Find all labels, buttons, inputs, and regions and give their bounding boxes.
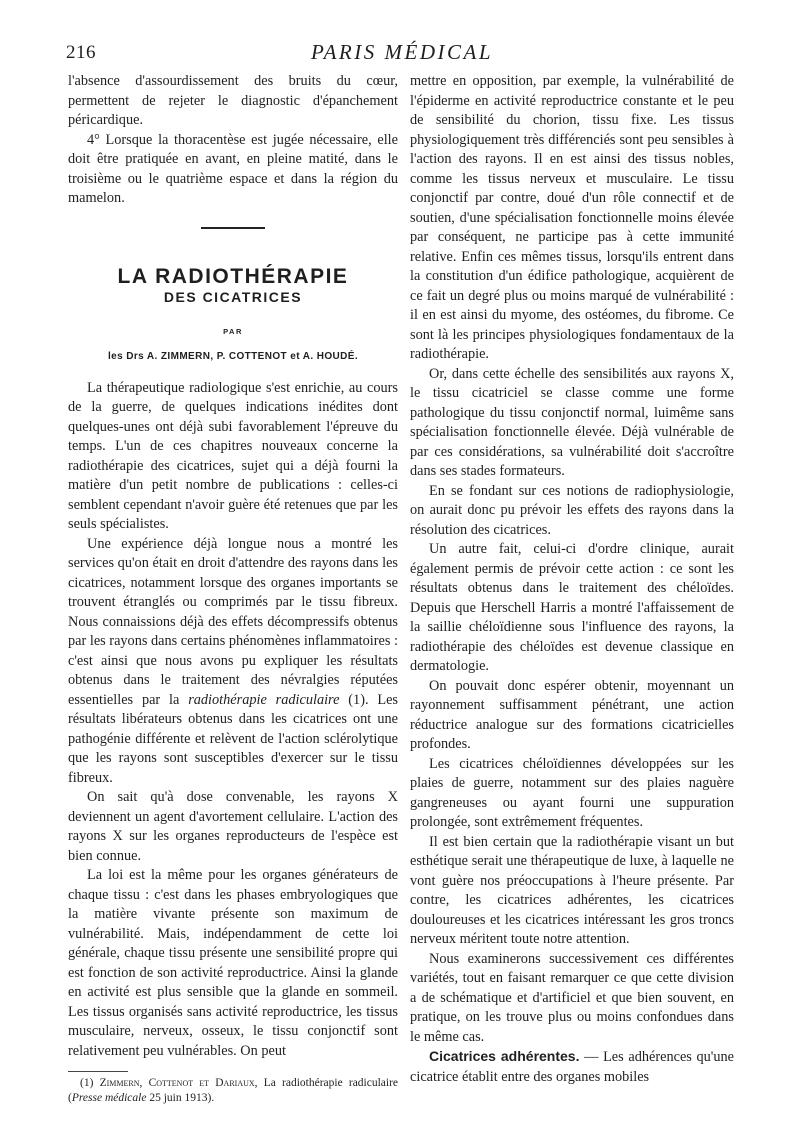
running-title: PARIS MÉDICAL xyxy=(310,40,493,64)
section-heading-adherentes: Cicatrices adhérentes. xyxy=(429,1048,580,1064)
footnote-date: 25 juin 1913). xyxy=(146,1091,215,1104)
paragraph-plaies-de-guerre: Les cicatrices chéloïdiennes développées sur les plaies de guerre, notamment sur des plaies naguère gangreneuses ou ayant fourni une suppuration prolongée, sont extrêmement fréquentes. xyxy=(410,755,734,830)
footnote-title: La radiothérapie radiculaire ( xyxy=(68,1077,399,1104)
footnote-marker: (1) xyxy=(80,1077,94,1089)
paragraph-loi: La loi est la même pour les organes générateurs de chaque tissu : c'est dans les phases embryologiques que la matière vivante présente son maximum de vulnérabilité. Mais, indépendamment de cette loi générale, chaque tissu présente une sensibilité propre qui est fonction de son activité reproductrice. Ainsi la glande en activité est plus sensible que la glande en sommeil. Les tissus organisés sans activité reproductrice, les tissus musculaire, nerveux, osseux, le tissu conjonctif sont relativement peu vulnérables. On peut xyxy=(68,867,398,1059)
previous-article-ending: l'absence d'assourdissement des bruits du cœur, permettent de rejeter le diagnostic d'épanchement péricardique. xyxy=(68,73,398,128)
article-subtitle: DES CICATRICES xyxy=(163,289,303,305)
byline-authors: les Drs A. ZIMMERN, P. COTTENOT et A. HOUDÉ. xyxy=(107,351,359,362)
paragraph-experience-tail: (1). Les résultats libérateurs obtenus dans les cicatrices ont une pathogénie différente et relèvent de l'action sclérolytique que les rayons sont susceptibles d'exercer sur le tissu fibreux. xyxy=(68,691,398,786)
paragraph-esperer: On pouvait donc espérer obtenir, moyennant un rayonnement suffisamment pénétrant, une action réductrice analogue sur des formations cicatricielles profondes. xyxy=(410,677,734,752)
previous-article-point-4: 4° Lorsque la thoracentèse est jugée nécessaire, elle doit être pratiquée en avant, en pleine matité, dans le troisième ou le quatrième espace et dans la région du mamelon. xyxy=(68,131,398,206)
paragraph-radiophysiologie: En se fondant sur ces notions de radiophysiologie, on aurait donc pu prévoir les effets des rayons dans la résolution des cicatrices. xyxy=(410,482,734,538)
byline-par: PAR xyxy=(223,326,243,336)
radiculaire-term: radiothérapie radiculaire xyxy=(188,691,340,708)
article-title: LA RADIOTHÉRAPIE xyxy=(117,264,349,288)
footnote-journal: Presse médicale xyxy=(71,1091,147,1104)
footnote-rule xyxy=(68,1071,128,1072)
paragraph-experience xyxy=(68,535,398,789)
paragraph-varietes: Nous examinerons successivement ces différentes variétés, tout en faisant remarquer ce que cette division a de schématique et d'artificiel et que bien souvent, en pratique, on les trouve plus ou moins confondues dans le même cas. xyxy=(410,950,734,1045)
paragraph-adherentes xyxy=(410,1047,734,1087)
page-header xyxy=(66,40,738,70)
page-number: 216 xyxy=(66,42,96,63)
right-column xyxy=(410,72,734,1087)
paragraph-cheloides: Un autre fait, celui-ci d'ordre clinique, aurait également permis de prévoir cette action : ce sont les résultats obtenus dans le traitement des chéloïdes. Depuis que Herschell Harris a montré l'affaissement de la saillie chéloïdienne sous l'influence des rayons, la radiothérapie des chéloïdes est devenue classique en dermatologie. xyxy=(410,541,734,674)
paragraph-intro: La thérapeutique radiologique s'est enrichie, au cours de la guerre, de quelques indications inédites dont quelques-unes ont déjà subi favorablement l'épreuve du temps. L'un de ces chapitres nouveaux concerne la radiothérapie des cicatrices, sujet qui a déjà fourni la matière d'un petit nombre de publications : celles-ci semblent cependant n'avoir guère été retenues que par les seuls spécialistes. xyxy=(68,379,398,532)
paragraph-opposition: mettre en opposition, par exemple, la vulnérabilité de l'épiderme en activité reproductrice constante et le peu de sensibilité du chorion, tissu fixe. Les tissus physiologiquement très différenciés sont peu sensibles à l'action des rayons. Il en est ainsi des tissus nobles, comme les tissus nerveux et musculaire. Le tissu conjonctif par contre, doué d'un rôle connectif et de soutien, d'une spécialisation fonctionnelle moins élevée par conséquent, ne participe pas à cette immunité relative. Enfin ces mêmes tissus, lorsqu'ils entrent dans la constitution d'un édifice pathologique, acquièrent de ce fait un degré plus ou moins marqué de vulnérabilité : il en est ainsi du myome, des ostéomes, du fibrome. Ce sont là les principes physiologiques fondamentaux de la radiothérapie. xyxy=(410,73,734,362)
paragraph-adherentes-text: — Les adhérences qu'une cicatrice établit entre des organes mobiles xyxy=(410,1049,735,1085)
article-separator-rule xyxy=(201,227,265,229)
paragraph-experience-text: Une expérience déjà longue nous a montré les services qu'on était en droit d'attendre des rayons dans les cicatrices, notamment lorsque des organes importants se trouvent étranglés ou comprimés par le tissu fibreux. Nous connaissions déjà des effets décompressifs obtenus par les rayons dans certains phénomènes inflammatoires : c'est ainsi que nous avons pu expliquer les résultats obtenus dans le traitement des névralgies réputées essentielles par la xyxy=(68,535,398,708)
left-column xyxy=(68,72,398,1105)
paragraph-echelle: Or, dans cette échelle des sensibilités aux rayons X, le tissu cicatriciel se classe comme une forme pathologique du tissu conjonctif normal, luimême sans spécialisation fonctionnelle élevée. Déjà vulnérable de par ces considérations, sa vulnérabilité doit s'accroître dans ses stades formateurs. xyxy=(410,365,734,479)
footnote xyxy=(68,1076,398,1105)
paragraph-esthetique: Il est bien certain que la radiothérapie visant un but esthétique serait une thérapeutique de luxe, à laquelle ne vont guère nos préoccupations à l'heure présente. Par contre, les cicatrices adhérentes, les cicatrices douloureuses et les cicatrices intéressant les gros troncs nerveux méritent toute notre attention. xyxy=(410,833,734,947)
paragraph-dose: On sait qu'à dose convenable, les rayons X deviennent un agent d'avortement cellulaire. L'action des rayons X sur les organes reproducteurs de l'espèce est bien connue. xyxy=(68,789,398,864)
footnote-authors: Zimmern, Cottenot et Dariaux, xyxy=(99,1077,258,1089)
